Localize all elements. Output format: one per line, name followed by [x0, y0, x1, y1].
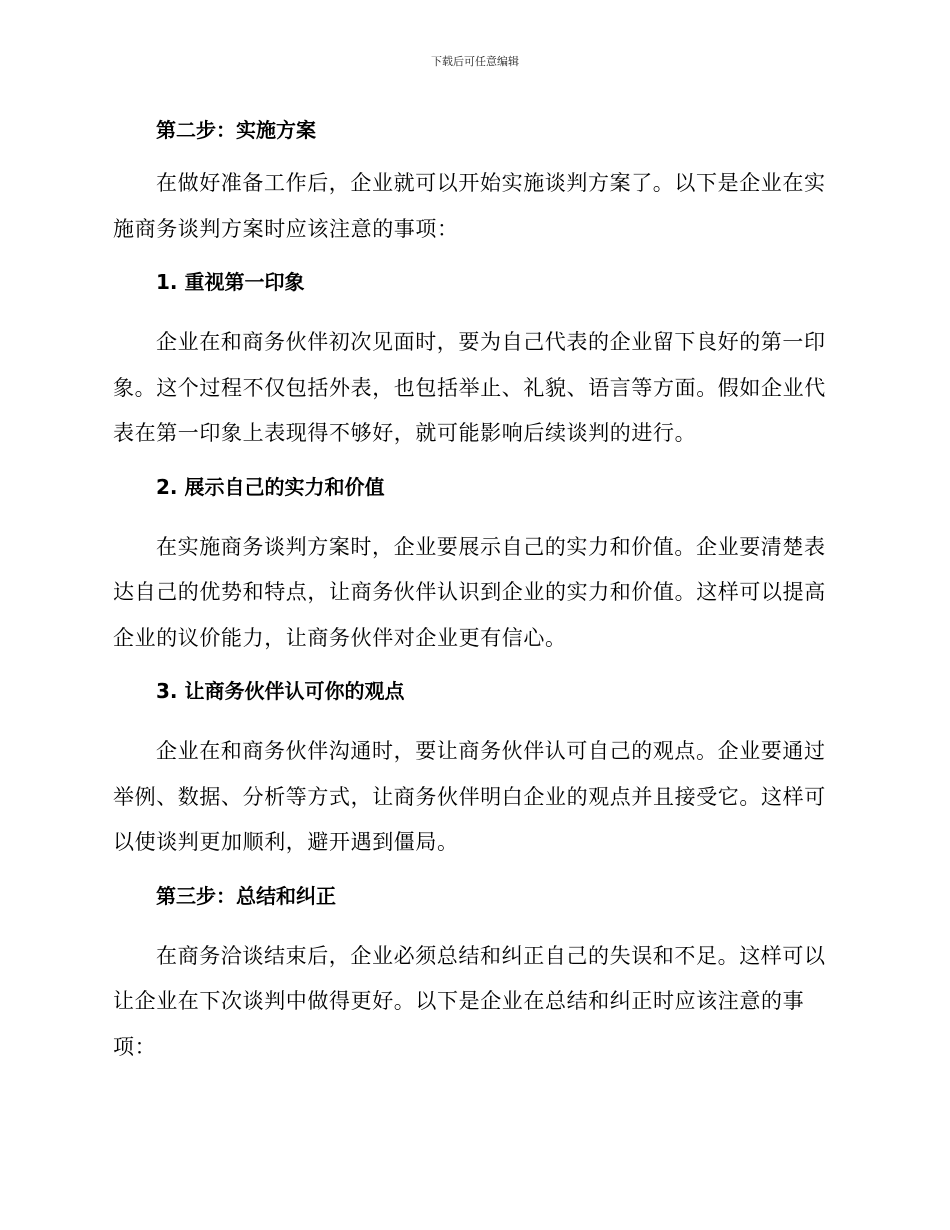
- paragraph-step3-intro: 在商务洽谈结束后，企业必须总结和纠正自己的失误和不足。这样可以让企业在下次谈判中做得更好。以下是企业在总结和纠正时应该注意的事项：: [113, 943, 826, 1059]
- paragraph-step2-intro: 在做好准备工作后，企业就可以开始实施谈判方案了。以下是企业在实施商务谈判方案时应该注意的事项：: [113, 171, 826, 241]
- section-heading-step3: 第三步：总结和纠正: [156, 883, 336, 908]
- paragraph-item1: 企业在和商务伙伴初次见面时，要为自己代表的企业留下良好的第一印象。这个过程不仅包括外表，也包括举止、礼貌、语言等方面。假如企业代表在第一印象上表现得不够好，就可能影响后续谈判的进行。: [113, 330, 826, 445]
- subheading-item1: 1. 重视第一印象: [156, 270, 305, 294]
- subheading-item3: 3. 让商务伙伴认可你的观点: [156, 679, 405, 703]
- paragraph-item3: 企业在和商务伙伴沟通时，要让商务伙伴认可自己的观点。企业要通过举例、数据、分析等方式，让商务伙伴明白企业的观点并且接受它。这样可以使谈判更加顺利，避开遇到僵局。: [113, 739, 826, 854]
- paragraph-item2: 在实施商务谈判方案时，企业要展示自己的实力和价值。企业要清楚表达自己的优势和特点，让商务伙伴认识到企业的实力和价值。这样可以提高企业的议价能力，让商务伙伴对企业更有信心。: [113, 534, 826, 650]
- subheading-item2: 2. 展示自己的实力和价值: [156, 474, 385, 499]
- section-heading-step2: 第二步：实施方案: [156, 118, 316, 142]
- document-body: [113, 110, 833, 1070]
- page-header-note: 下载后可任意编辑: [431, 55, 519, 68]
